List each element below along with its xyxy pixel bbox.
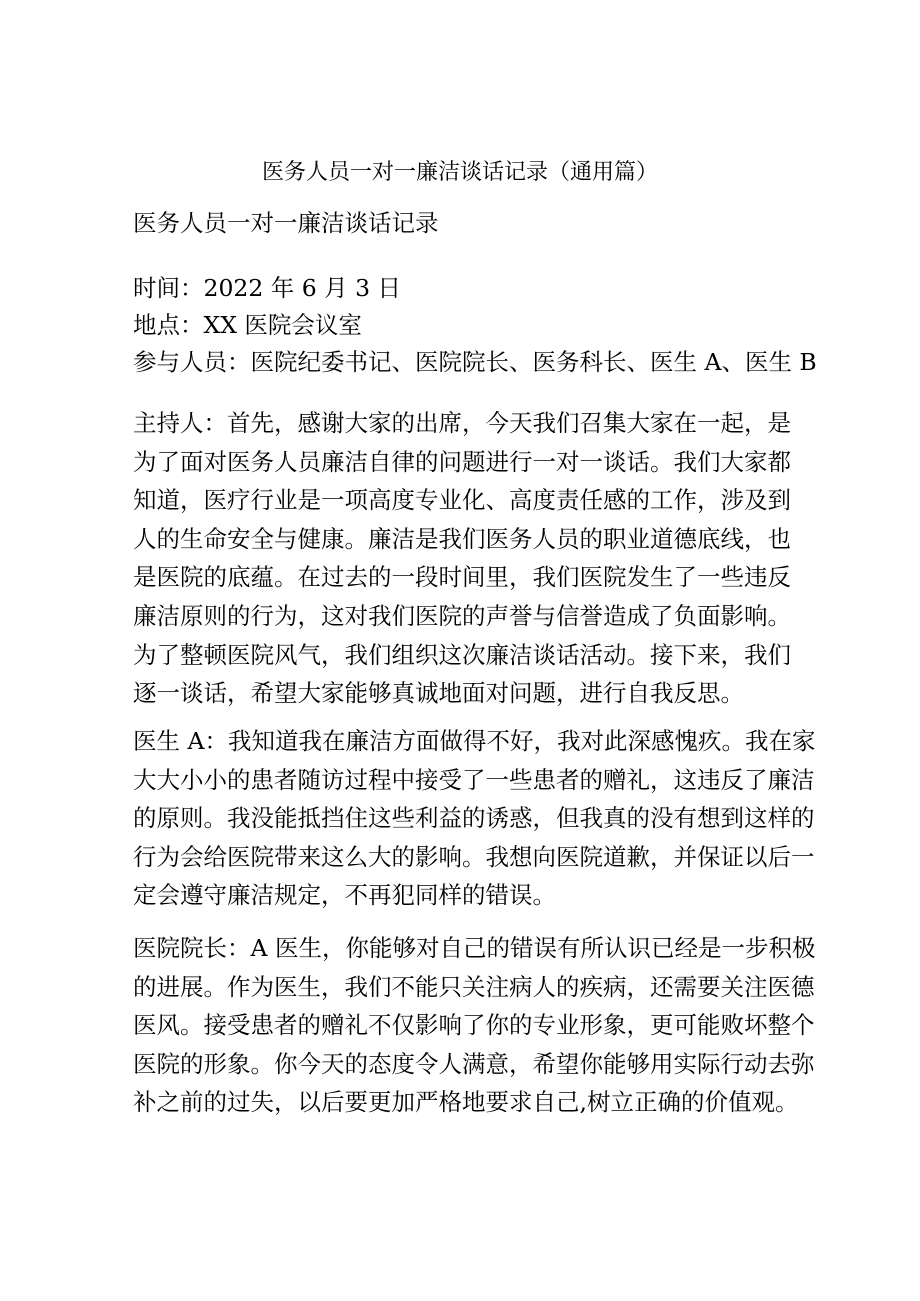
paragraph-line: 大大小小的患者随访过程中接受了一些患者的赠礼，这违反了廉洁 <box>133 765 815 794</box>
paragraph-president <box>133 929 816 1122</box>
paragraph-line: 是医院的底蕴。在过去的一段时间里，我们医院发生了一些违反 <box>133 563 791 592</box>
paragraph-line: 为了面对医务人员廉洁自律的问题进行一对一谈话。我们大家都 <box>133 447 791 476</box>
paragraph-line: 医风。接受患者的赠礼不仅影响了你的专业形象，更可能败坏整个 <box>133 1011 815 1040</box>
paragraph-line: 医院的形象。你今天的态度令人满意，希望你能够用实际行动去弥 <box>133 1049 815 1078</box>
paragraph-line: 医生 A：我知道我在廉洁方面做得不好，我对此深感愧疚。我在家 <box>133 727 816 755</box>
paragraph-line: 医院院长：A 医生，你能够对自己的错误有所认识已经是一步积极 <box>133 934 816 962</box>
paragraph-line: 主持人：首先，感谢大家的出席，今天我们召集大家在一起，是 <box>133 409 791 437</box>
paragraph-line: 廉洁原则的行为，这对我们医院的声誉与信誉造成了负面影响。 <box>133 601 791 630</box>
paragraph-line: 为了整顿医院风气，我们组织这次廉洁谈话活动。接下来，我们 <box>133 640 791 669</box>
document-title: 医务人员一对一廉洁谈话记录（通用篇） <box>261 160 658 185</box>
paragraph-line: 行为会给医院带来这么大的影响。我想向医院道歉，并保证以后一 <box>133 842 815 871</box>
paragraph-line: 人的生命安全与健康。廉洁是我们医务人员的职业道德底线，也 <box>133 524 791 553</box>
paragraph-line: 的进展。作为医生，我们不能只关注病人的疾病，还需要关注医德 <box>133 972 815 1001</box>
paragraph-line: 的原则。我没能抵挡住这些利益的诱惑，但我真的没有想到这样的 <box>133 804 815 833</box>
meeting-info <box>133 270 817 381</box>
meeting-place: 地点：XX 医院会议室 <box>133 311 362 339</box>
paragraph-line: 逐一谈话，希望大家能够真诚地面对问题，进行自我反思。 <box>133 679 744 708</box>
meeting-time: 时间：2022 年 6 月 3 日 <box>133 274 402 302</box>
paragraph-line: 知道，医疗行业是一项高度专业化、高度责任感的工作，涉及到 <box>133 486 791 515</box>
paragraph-line: 补之前的过失，以后要更加严格地要求自己,树立正确的价值观。 <box>133 1088 799 1117</box>
document-subtitle: 医务人员一对一廉洁谈话记录 <box>133 209 439 237</box>
paragraph-line: 定会遵守廉洁规定，不再犯同样的错误。 <box>133 881 556 910</box>
paragraph-host <box>133 404 798 713</box>
paragraph-doctor-a <box>133 722 816 915</box>
meeting-participants: 参与人员：医院纪委书记、医院院长、医务科长、医生 A、医生 B <box>133 348 817 376</box>
